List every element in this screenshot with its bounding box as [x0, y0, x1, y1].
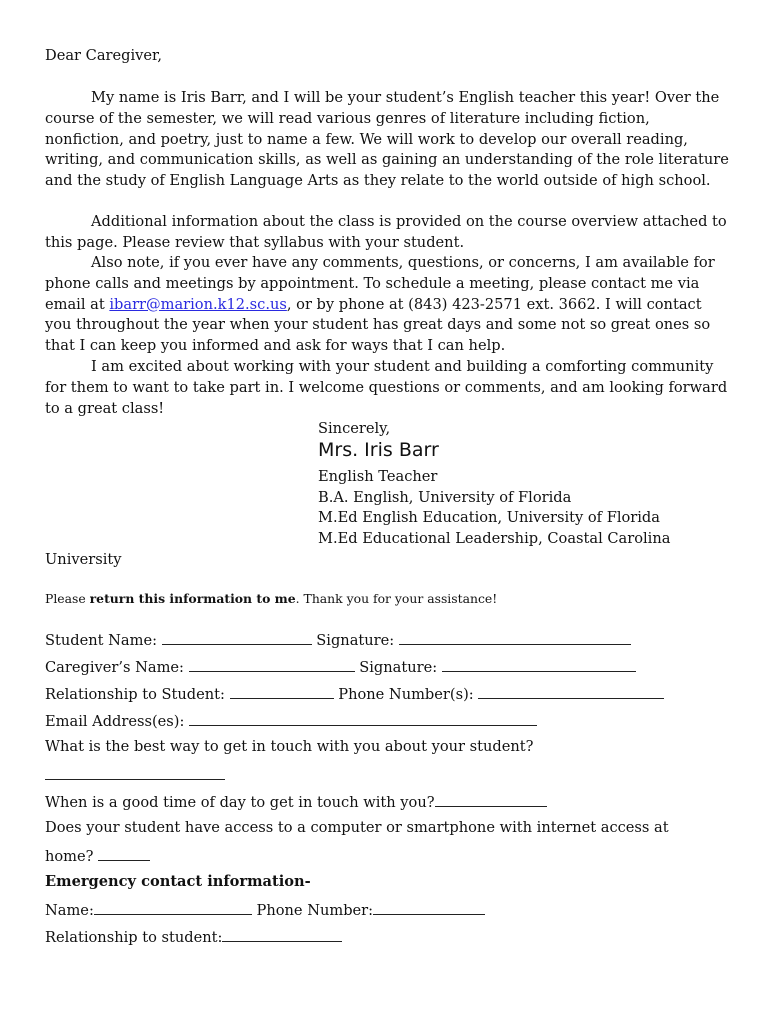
email-label: Email Address(es): [45, 713, 185, 730]
paragraph-intro: My name is Iris Barr, and I will be your student’s English teacher this year! Over the course of the semester, we will read various genres of literature including fiction, nonfiction, and poetry, just to name a few. We will work to develop our overall reading, writing, and communication skills, as well as gaining an understanding of the role literature and the study of English Language Arts as they relate to the world outside of high school. [45, 89, 729, 190]
good-time-field[interactable] [435, 792, 547, 807]
form-row-emergency [45, 900, 485, 919]
best-way-row [45, 765, 225, 784]
signature-closing: Sincerely, [318, 420, 391, 437]
emergency-heading [45, 873, 311, 890]
student-name-label: Student Name: [45, 632, 158, 649]
access-question: Does your student have access to a computer or smartphone with internet access at [45, 819, 669, 836]
emergency-heading-text: Emergency contact information- [45, 873, 311, 890]
return-note [45, 591, 497, 606]
emergency-name-field[interactable] [94, 900, 252, 915]
caregiver-name-field[interactable] [189, 657, 355, 672]
paragraph-closing: I am excited about working with your student and building a comforting community for them to want to take part in. I welcome questions or comments, and am looking forward to a great class! [45, 358, 728, 417]
emergency-phone-field[interactable] [373, 900, 485, 915]
signature-degree-2: M.Ed English Education, University of Florida [318, 509, 660, 526]
paragraph-contact [45, 253, 730, 357]
good-time-label: When is a good time of day to get in touch with you? [45, 794, 435, 811]
signature-name: Mrs. Iris Barr [318, 439, 439, 461]
signature-degree-3-wrap: University [45, 551, 122, 568]
signature-degree-1: B.A. English, University of Florida [318, 489, 572, 506]
contact-text-before: Also note, if you ever have any comments, questions, or concerns, I am available for phone calls and meetings by appointment. To schedule a meeting, please contact me via email at [45, 254, 715, 313]
phone-numbers-field[interactable] [478, 684, 664, 699]
student-signature-label: Signature: [316, 632, 395, 649]
teacher-email-link[interactable]: ibarr@marion.k12.sc.us [109, 295, 287, 313]
access-home-field[interactable] [98, 846, 150, 861]
form-row-caregiver [45, 657, 636, 676]
phone-numbers-label: Phone Number(s): [338, 686, 474, 703]
best-way-field[interactable] [45, 765, 225, 780]
form-row-relationship [45, 684, 664, 703]
best-way-question: What is the best way to get in touch with you about your student? [45, 738, 534, 755]
return-note-suffix: . Thank you for your assistance! [295, 591, 498, 606]
student-name-field[interactable] [162, 630, 312, 645]
form-row-email [45, 711, 537, 730]
relationship-label: Relationship to Student: [45, 686, 225, 703]
signature-title: English Teacher [318, 468, 438, 485]
form-row-student [45, 630, 631, 649]
form-row-emergency-relationship [45, 927, 342, 946]
return-note-prefix: Please [45, 591, 90, 606]
caregiver-signature-field[interactable] [442, 657, 636, 672]
emergency-name-label: Name: [45, 902, 94, 919]
paragraph-course-overview: Additional information about the class is provided on the course overview attached to this page. Please review that syllabus with your student. [45, 213, 727, 251]
emergency-phone-label: Phone Number: [256, 902, 374, 919]
email-field[interactable] [189, 711, 537, 726]
form-row-access-home [45, 846, 150, 865]
form-row-good-time [45, 792, 547, 811]
access-home-label: home? [45, 848, 94, 865]
signature-degree-3: M.Ed Educational Leadership, Coastal Carolina [318, 530, 671, 547]
caregiver-name-label: Caregiver’s Name: [45, 659, 184, 676]
return-note-bold: return this information to me [89, 591, 296, 606]
greeting: Dear Caregiver, [45, 47, 163, 64]
caregiver-signature-label: Signature: [359, 659, 438, 676]
emergency-relationship-label: Relationship to student: [45, 929, 223, 946]
student-signature-field[interactable] [399, 630, 631, 645]
relationship-field[interactable] [230, 684, 334, 699]
contact-text-after: , or by phone at (843) 423-2571 ext. 3662. I will contact you throughout the year when your student has great days and some not so great ones so that I can keep you informed and ask for ways that I can help. [45, 295, 711, 355]
emergency-relationship-field[interactable] [222, 927, 342, 942]
